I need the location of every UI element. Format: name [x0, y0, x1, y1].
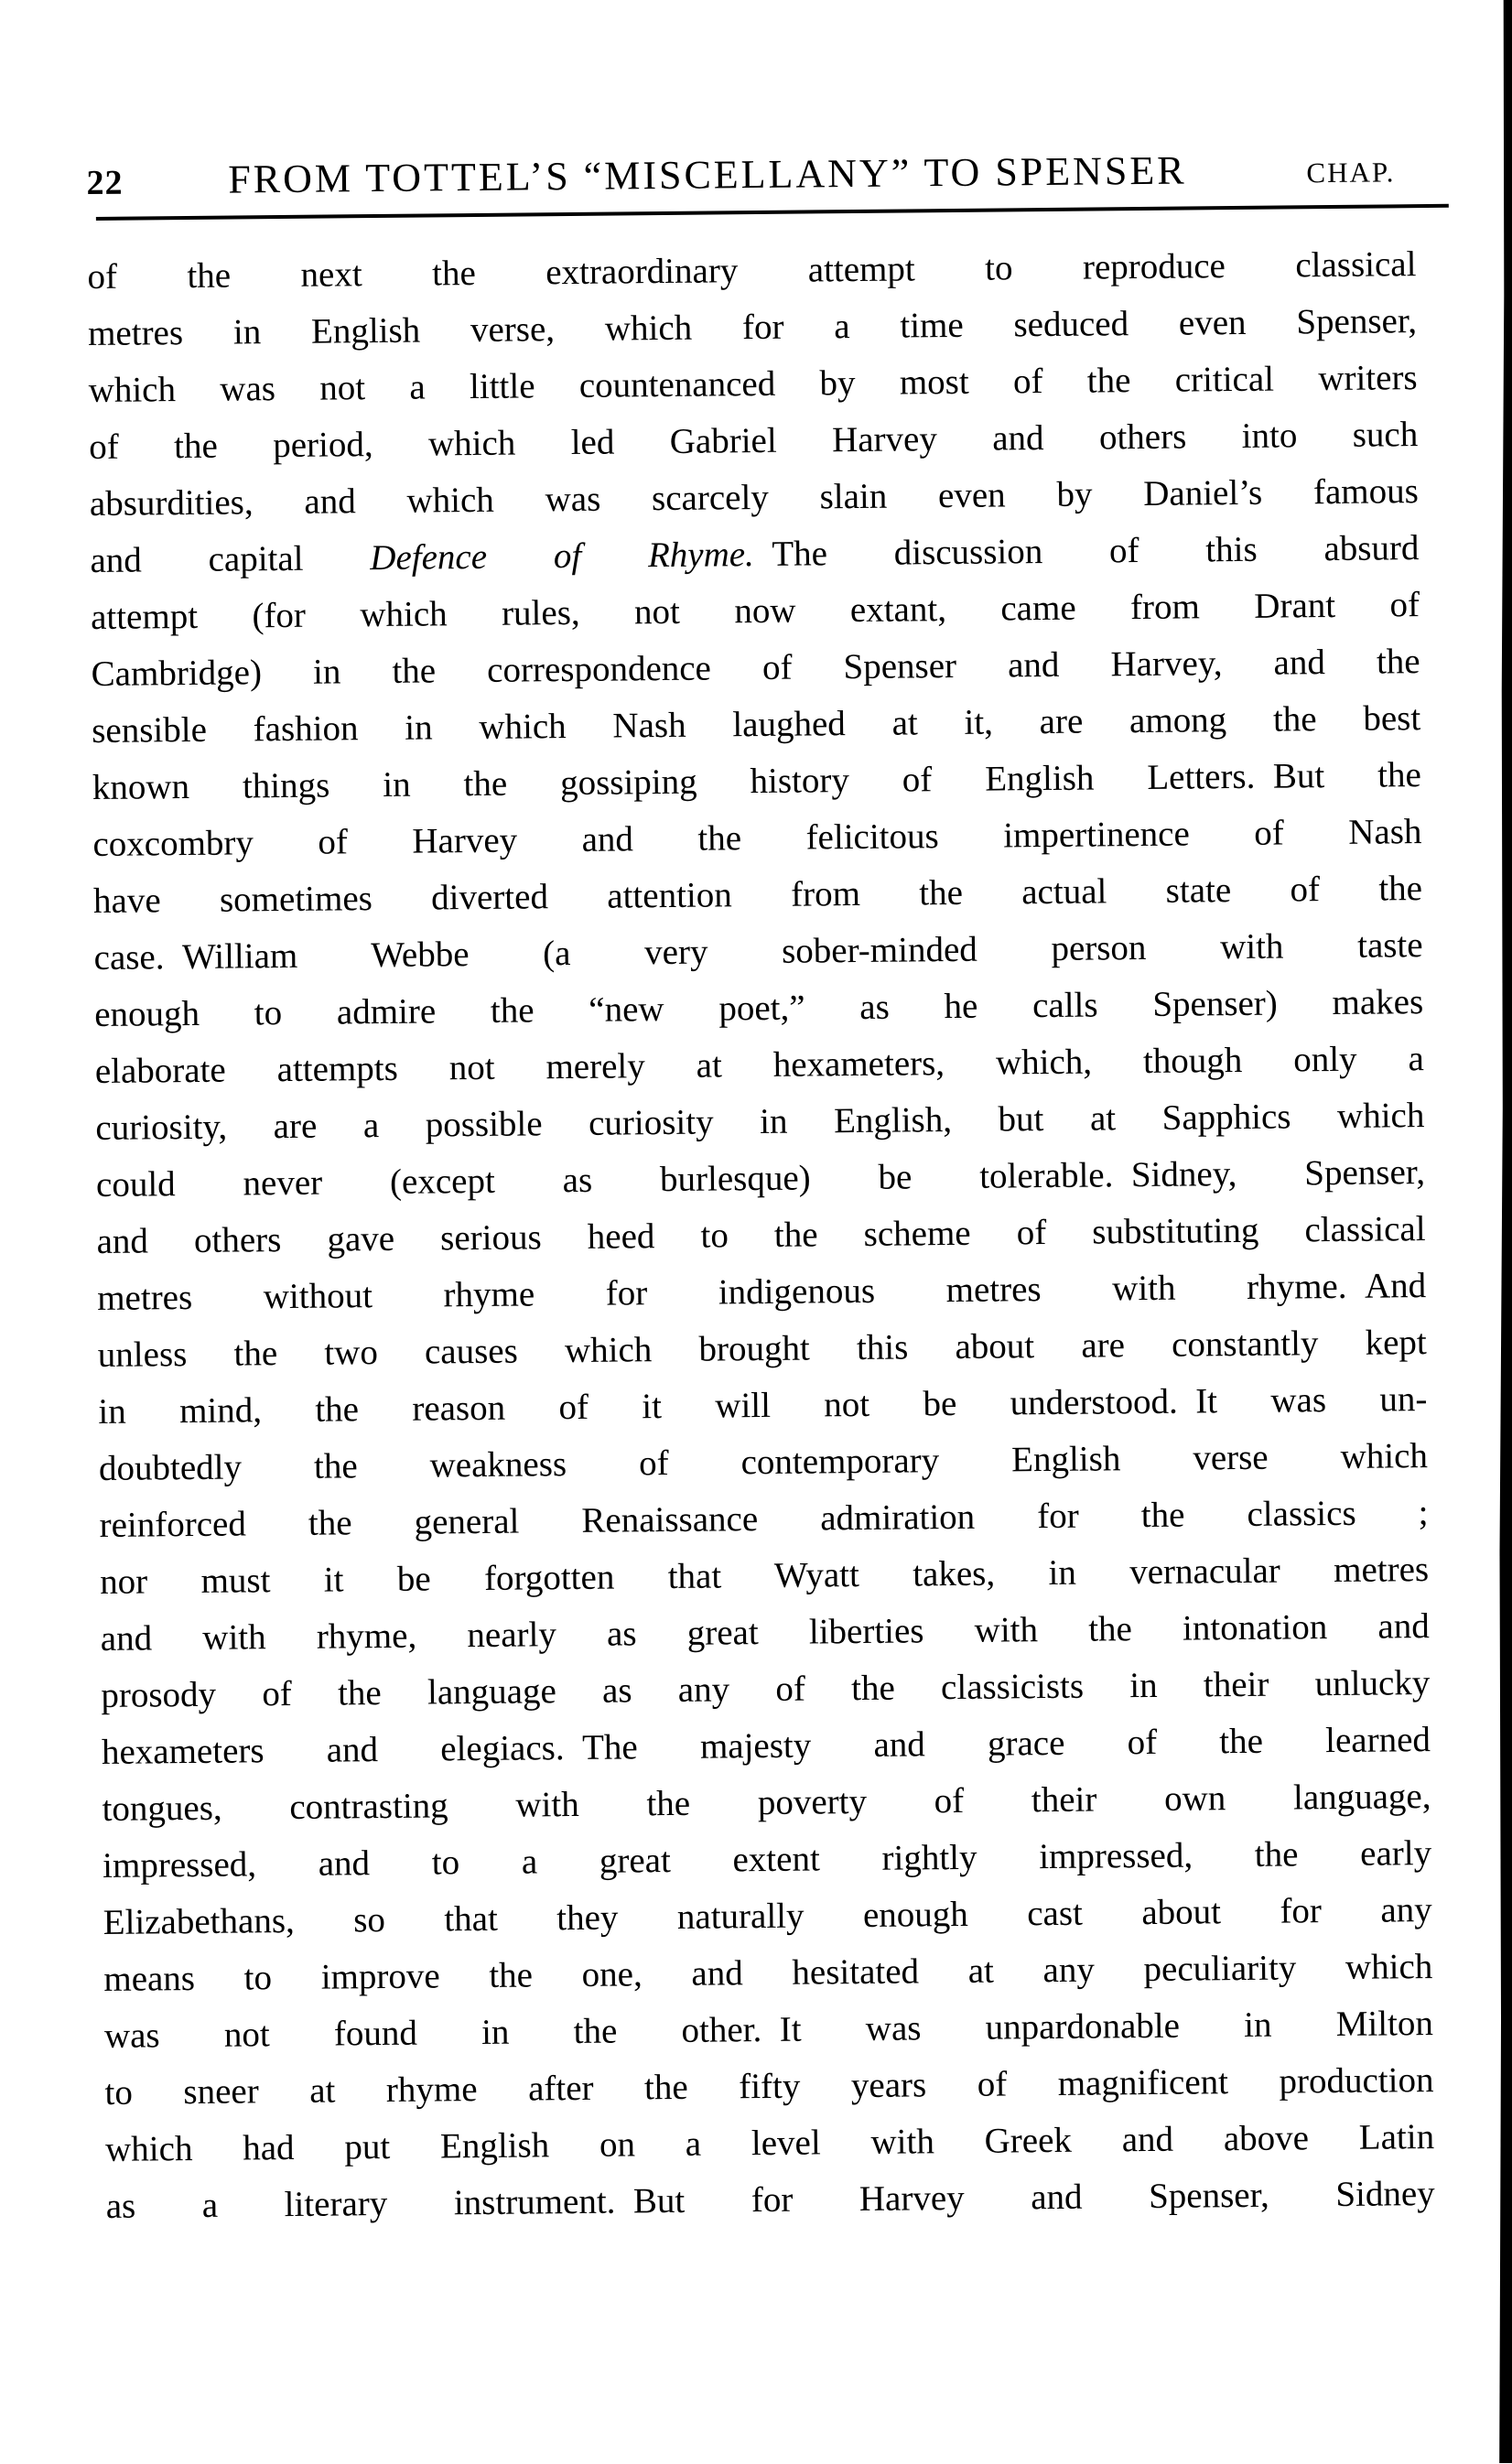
text-segment: to sneer at rhyme after the fifty years of magnificent production [104, 2060, 1433, 2113]
text-segment: reinforced the general Renaissance admiration for the classics ; [99, 1493, 1428, 1545]
text-line [105, 2166, 1435, 2235]
text-segment: doubtedly the weakness of contemporary English verse which [99, 1436, 1428, 1488]
text-segment: and others gave serious heed to the scheme of substituting classical [96, 1209, 1425, 1261]
text-segment: hexameters and elegiacs. The majesty and grace of the learned [102, 1720, 1431, 1772]
text-segment: in mind, the reason of it will not be understood. It was un- [98, 1379, 1427, 1432]
text-segment: could never (except as burlesque) be tolerable. Sidney, Spenser, [96, 1152, 1425, 1205]
text-segment: have sometimes diverted attention from the actual state of the [93, 869, 1422, 921]
text-segment: impressed, and to a great extent rightly impressed, the early [103, 1833, 1431, 1886]
text-segment: sensible fashion in which Nash laughed at it, are among the best [92, 698, 1420, 751]
text-segment: was not found in the other. It was unpardonable in Milton [104, 2004, 1433, 2056]
text-segment: prosody of the language as any of the classicists in their unlucky [101, 1663, 1430, 1715]
text-segment: elaborate attempts not merely at hexameters, which, though only a [95, 1039, 1424, 1091]
text-segment: and with rhyme, nearly as great liberties with the intonation and [101, 1606, 1430, 1659]
text-segment: and capital [90, 538, 370, 580]
text-segment: nor must it be forgotten that Wyatt takes, in vernacular metres [100, 1550, 1429, 1602]
italic-book-title: Defence of Rhyme. [370, 535, 754, 578]
header-rule [96, 204, 1449, 221]
text-segment: tongues, contrasting with the poverty of their own language, [102, 1777, 1431, 1829]
text-segment: known things in the gossiping history of English Letters. But the [92, 755, 1421, 807]
text-segment: attempt (for which rules, not now extant, came from Drant of [91, 585, 1420, 637]
chapter-label: CHAP. [1306, 156, 1395, 189]
text-segment: absurdities, and which was scarcely slain even by Daniel’s famous [90, 471, 1419, 524]
text-segment: of the period, which led Gabriel Harvey and others into such [89, 415, 1418, 467]
text-segment: Elizabethans, so that they naturally enough cast about for any [103, 1890, 1432, 1942]
running-title: FROM TOTTEL’S “MISCELLANY” TO SPENSER [130, 146, 1284, 203]
text-segment: means to improve the one, and hesitated at any peculiarity which [103, 1947, 1432, 1999]
text-segment: as a literary instrument. But for Harvey and Spenser, Sidney [106, 2174, 1435, 2226]
text-segment: enough to admire the “new poet,” as he calls Spenser) makes [94, 982, 1423, 1034]
text-segment: metres without rhyme for indigenous metres with rhyme. And [97, 1266, 1426, 1318]
body-text [87, 236, 1435, 2235]
text-segment: which had put English on a level with Greek and above Latin [105, 2117, 1434, 2169]
text-segment: of the next the extraordinary attempt to reproduce classical [87, 244, 1416, 297]
text-segment: The discussion of this absurd [754, 528, 1420, 574]
text-segment: curiosity, are a possible curiosity in English, but at Sapphics which [95, 1096, 1424, 1148]
text-segment: which was not a little countenanced by most of the critical writers [88, 358, 1417, 410]
text-segment: metres in English verse, which for a time seduced even Spenser, [88, 301, 1417, 353]
text-segment: coxcombry of Harvey and the felicitous impertinence of Nash [92, 812, 1421, 864]
text-segment: case. William Webbe (a very sober-minded person with taste [93, 925, 1422, 978]
text-segment: unless the two causes which brought this about are constantly kept [98, 1323, 1427, 1375]
page-number: 22 [86, 163, 130, 203]
text-segment: Cambridge) in the correspondence of Spenser and Harvey, and the [91, 642, 1420, 694]
page-header [86, 145, 1395, 204]
